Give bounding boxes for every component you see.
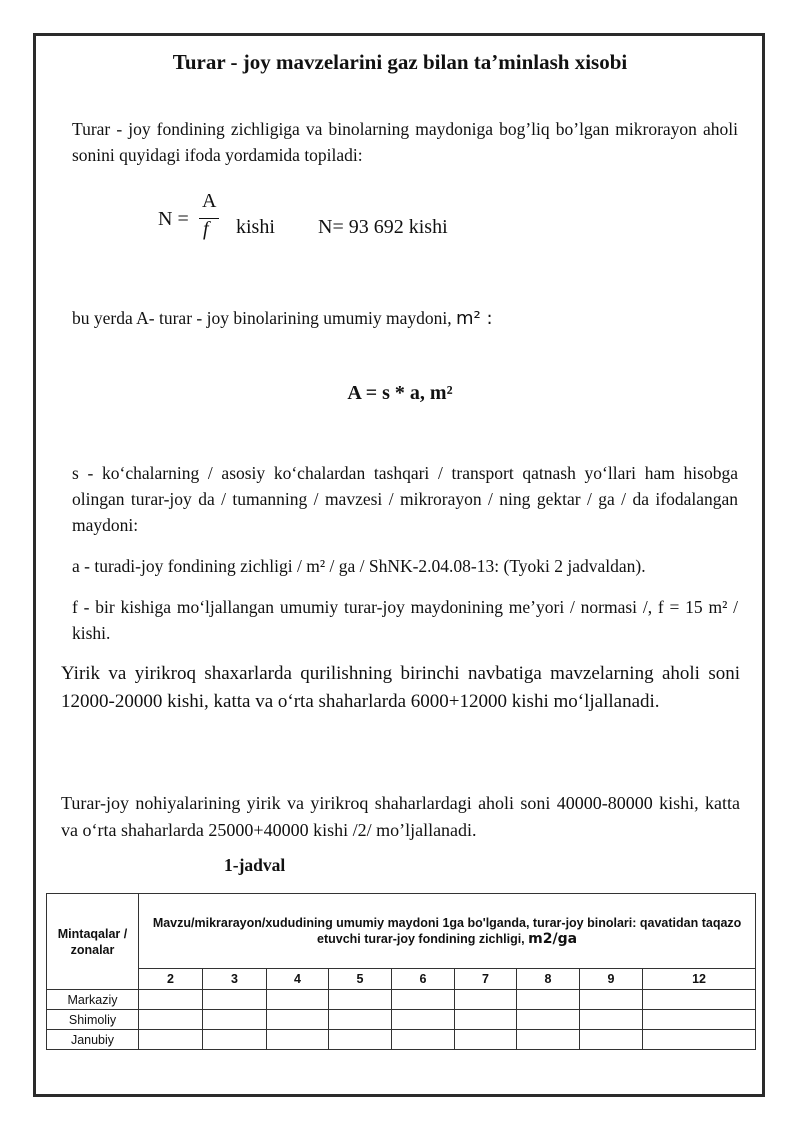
population-paragraph-1: Yirik va yirikroq shaxarlarda qurilishning birinchi navbatiga mavzelarning aholi soni 12000-20000 kishi, katta va o‘rta shaharlarda 6000+12000 kishi mo‘ljallanadi. bbox=[61, 663, 740, 712]
density-header-unit: m2/ga bbox=[528, 931, 578, 947]
table-cell bbox=[580, 1010, 643, 1030]
floor-header: 6 bbox=[392, 969, 455, 990]
floor-header: 9 bbox=[580, 969, 643, 990]
table-cell bbox=[329, 1010, 392, 1030]
table-cell bbox=[455, 990, 517, 1010]
area-formula: A = s * a, m² bbox=[347, 382, 453, 404]
table-cell bbox=[580, 990, 643, 1010]
population-paragraph-2: Turar-joy nohiyalarining yirik va yirikroq shaharlardagi aholi soni 40000-80000 kishi, katta va o‘rta shaharlarda 25000+40000 kishi /2/ mo’ljallanadi. bbox=[61, 793, 740, 840]
table-cell bbox=[139, 990, 203, 1010]
table-row bbox=[47, 1010, 756, 1030]
table-cell bbox=[517, 1030, 580, 1050]
floor-header: 3 bbox=[203, 969, 267, 990]
floor-header: 7 bbox=[455, 969, 517, 990]
table-cell bbox=[329, 1030, 392, 1050]
area-definition-text: bu yerda A- turar - joy binolarining umumiy maydoni, bbox=[72, 308, 452, 328]
a-definition: a - turadi-joy fondining zichligi / m² / ga / ShNK-2.04.08-13: (Tyoki 2 jadvaldan). bbox=[72, 556, 646, 576]
density-table bbox=[46, 893, 756, 1050]
table-cell bbox=[517, 990, 580, 1010]
floor-header: 12 bbox=[643, 969, 756, 990]
table-cell bbox=[392, 990, 455, 1010]
table-cell bbox=[329, 990, 392, 1010]
density-header bbox=[139, 894, 756, 969]
table-cell bbox=[139, 1030, 203, 1050]
formula-denominator: f bbox=[203, 218, 209, 240]
floor-header: 2 bbox=[139, 969, 203, 990]
table-cell bbox=[517, 1010, 580, 1030]
table-row bbox=[47, 1030, 756, 1050]
table-cell bbox=[267, 990, 329, 1010]
formula-lhs: N = bbox=[158, 208, 189, 230]
table-cell bbox=[267, 1010, 329, 1030]
table-cell bbox=[392, 1030, 455, 1050]
floor-header: 8 bbox=[517, 969, 580, 990]
zone-label: Janubiy bbox=[47, 1030, 139, 1050]
f-definition: f - bir kishiga mo‘ljallangan umumiy turar-joy maydonining me’yori / normasi /, f = 15 m² / kishi. bbox=[72, 597, 738, 643]
table-cell bbox=[580, 1030, 643, 1050]
table-cell bbox=[203, 1030, 267, 1050]
table-cell bbox=[267, 1030, 329, 1050]
table-cell bbox=[643, 1010, 756, 1030]
s-definition: s - ko‘chalarning / asosiy ko‘chalardan tashqari / transport qatnash yo‘llari ham hisobga olingan turar-joy da / tumanning / mavzesi / mikrorayon / ning gektar / ga / da ifodalangan maydoni: bbox=[72, 463, 738, 535]
table-cell bbox=[139, 1010, 203, 1030]
formula-result: N= 93 692 kishi bbox=[318, 216, 448, 238]
formula-numerator: A bbox=[202, 190, 217, 212]
table-cell bbox=[643, 1030, 756, 1050]
density-header-text: Mavzu/mikrarayon/xududining umumiy maydoni 1ga bo'lganda, turar-joy binolari: qavatidan taqazo etuvchi turar-joy fondining zichligi, bbox=[152, 916, 742, 946]
zone-label: Markaziy bbox=[47, 990, 139, 1010]
zone-header: Mintaqalar / zonalar bbox=[47, 894, 139, 990]
table-row bbox=[47, 990, 756, 1010]
floor-header: 4 bbox=[267, 969, 329, 990]
table-cell bbox=[455, 1030, 517, 1050]
table-cell bbox=[203, 990, 267, 1010]
table-cell bbox=[392, 1010, 455, 1030]
formula-unit: kishi bbox=[236, 216, 275, 238]
table-caption: 1-jadval bbox=[224, 855, 286, 875]
floor-header: 5 bbox=[329, 969, 392, 990]
page-title: Turar - joy mavzelarini gaz bilan ta’minlash xisobi bbox=[172, 50, 628, 74]
fraction-bar bbox=[199, 218, 219, 219]
table-cell bbox=[203, 1010, 267, 1030]
area-unit: m² : bbox=[455, 308, 493, 329]
fraction bbox=[158, 190, 228, 250]
area-definition bbox=[72, 308, 738, 329]
table-cell bbox=[455, 1010, 517, 1030]
zone-label: Shimoliy bbox=[47, 1010, 139, 1030]
intro-paragraph: Turar - joy fondining zichligiga va binolarning maydoniga bog’liq bo’lgan mikrorayon aholi sonini quyidagi ifoda yordamida topiladi: bbox=[72, 119, 738, 165]
table-cell bbox=[643, 990, 756, 1010]
